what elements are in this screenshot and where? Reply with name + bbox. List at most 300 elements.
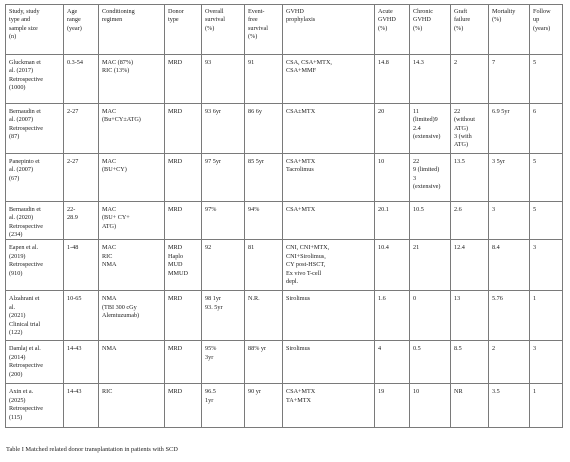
cell-text-line: MRD [168,206,183,213]
cell-text-line: 9 (limited) [413,166,440,174]
cell-follow-up [530,202,563,240]
cell-text-line: TA+MTX [286,396,311,404]
cell-text-line: (200) [9,370,23,378]
cell-text-line: Sirolimus [286,295,311,303]
table-row [6,104,563,154]
cell-text-line: RIC (13%) [102,67,130,75]
cell-age-range [64,291,99,341]
header-text-line: GVHD [413,16,431,24]
cell-text-line: 22 [454,108,461,115]
cell-text-line: 2.4 [413,124,421,132]
header-text-line: failure [454,16,471,24]
cell-text-line: Tacrolimus [286,166,314,174]
cell-text-line: 86 6y [248,108,262,115]
cell-text-line: CSA±MTX [286,108,316,115]
cell-text-line: (115) [9,413,23,421]
header-text-line: Conditioning [102,8,135,15]
cell-text-line: 0 [413,295,417,303]
header-chronic-gvhd [410,5,451,55]
cell-text-line: 85 5yr [248,158,264,165]
cell-age-range [64,55,99,104]
header-text-line: sample size [9,24,38,32]
cell-acute-gvhd [375,202,410,240]
cell-mortality [489,104,530,154]
cell-overall-survival [202,202,245,240]
header-text-line: (years) [533,24,551,32]
header-text-line: regimen [102,16,123,24]
cell-text-line: 4 [378,345,382,353]
cell-chronic-gvhd [410,384,451,428]
header-text-line: Overall [205,8,224,15]
cell-text-line: Alzahrani et [9,295,40,303]
cell-text-line: Axin et a. [9,388,34,396]
cell-text-line: MAC [102,158,117,165]
cell-acute-gvhd [375,104,410,154]
cell-text-line: Ex vivo T-cell [286,269,322,277]
header-text-line: (%) [205,24,215,32]
cell-text-line: 10 [378,158,385,165]
cell-age-range [64,341,99,384]
cell-text-line: NR [454,388,463,396]
cell-conditioning-regimen [99,104,165,154]
cell-text-line: Sirolimus [286,345,311,353]
cell-donor-type [165,154,202,202]
cell-text-line: 10 [413,388,420,396]
cell-study [6,341,64,384]
cell-gvhd-prophylaxis [283,341,375,384]
cell-follow-up [530,104,563,154]
cell-text-line: 21 [413,244,420,252]
cell-text-line: MRD [168,108,183,115]
table-body [6,55,563,428]
cell-text-line: 92 [205,244,212,252]
cell-overall-survival [202,240,245,291]
cell-event-free-survival [245,384,283,428]
cell-donor-type [165,202,202,240]
cell-text-line: 2.6 [454,206,462,213]
cell-text-line: al. (2020) [9,214,34,222]
header-text-line: (%) [492,16,502,24]
cell-study [6,291,64,341]
cell-text-line: al. [9,303,16,311]
cell-text-line: al. (2007) [9,116,34,124]
cell-gvhd-prophylaxis [283,291,375,341]
cell-text-line: 1 [533,295,537,303]
cell-age-range [64,154,99,202]
cell-text-line: al. (2007) [9,166,34,174]
cell-text-line: 3 [533,345,537,353]
cell-text-line: (limited)9 [413,116,438,124]
cell-text-line: Retrospective [9,261,44,269]
cell-donor-type [165,341,202,384]
cell-conditioning-regimen [99,202,165,240]
cell-overall-survival [202,291,245,341]
cell-text-line: NMA [102,345,117,353]
cell-text-line: 95% [205,345,217,353]
cell-text-line: MAC [102,244,117,252]
header-overall-survival [202,5,245,55]
table-row [6,384,563,428]
table-row [6,240,563,291]
cell-mortality [489,202,530,240]
cell-study [6,154,64,202]
cell-text-line: depl. [286,277,299,285]
cell-text-line: Retrospective [9,362,44,370]
cell-text-line: 97 5yr [205,158,221,165]
header-text-line: (%) [413,24,423,32]
cell-graft-failure [451,341,489,384]
cell-chronic-gvhd [410,154,451,202]
cell-text-line: Retrospective [9,222,44,230]
cell-text-line: 1 [533,388,537,396]
cell-text-line: N.R. [248,295,260,303]
cell-study [6,55,64,104]
cell-text-line: Panepinto et [9,158,40,165]
cell-chronic-gvhd [410,291,451,341]
cell-text-line: 14.3 [413,59,424,66]
cell-text-line: MRD [168,388,183,396]
cell-gvhd-prophylaxis [283,55,375,104]
cell-mortality [489,384,530,428]
table-row [6,202,563,240]
cell-text-line: Bernaudin et [9,108,41,115]
cell-study [6,202,64,240]
header-conditioning-regimen [99,5,165,55]
cell-text-line: Eapen et al. [9,244,39,252]
header-text-line: Chronic [413,8,433,15]
cell-event-free-survival [245,55,283,104]
cell-conditioning-regimen [99,384,165,428]
cell-text-line: (BU+ CY+ [102,214,130,222]
cell-text-line: 7 [492,59,496,66]
cell-text-line: 1.6 [378,295,386,303]
cell-text-line: (BU+CY) [102,166,127,174]
cell-text-line: 1yr [205,396,214,404]
cell-text-line: (1000) [9,84,26,92]
cell-graft-failure [451,240,489,291]
cell-text-line: CSA+MMF [286,67,316,75]
cell-text-line: MUD [168,261,183,269]
cell-text-line: CNI+Sirolimus, [286,252,326,260]
cell-donor-type [165,384,202,428]
cell-text-line: (2014) [9,353,26,361]
cell-text-line: MAC [102,108,117,115]
cell-follow-up [530,384,563,428]
cell-text-line: 94% [248,206,260,213]
cell-text-line: (122) [9,328,23,336]
cell-text-line: Damlaj et al. [9,345,41,353]
cell-text-line: 91 [248,59,255,66]
cell-gvhd-prophylaxis [283,104,375,154]
header-text-line: survival [205,16,225,24]
cell-text-line: 22- [67,206,76,213]
table-caption: Table I Matched related donor transplantation in patients with SCD [6,446,178,453]
cell-text-line: 13.5 [454,158,465,165]
cell-follow-up [530,240,563,291]
cell-text-line: 3yr [205,353,214,361]
cell-text-line: 2-27 [67,158,79,165]
cell-text-line: (234) [9,231,23,239]
header-gvhd-prophylaxis [283,5,375,55]
cell-text-line: RIC [102,388,113,396]
header-text-line: prophylaxis [286,16,316,24]
cell-text-line: 93 [205,59,212,66]
cell-text-line: (87) [9,133,20,141]
cell-text-line: Retrospective [9,405,44,413]
cell-text-line: ATG) [454,141,469,149]
cell-text-line: Bernaudin et [9,206,41,213]
cell-age-range [64,202,99,240]
cell-text-line: (without [454,116,475,124]
cell-conditioning-regimen [99,154,165,202]
header-text-line: (year) [67,24,82,32]
header-text-line: Graft [454,8,468,15]
cell-text-line: 0.3-54 [67,59,83,66]
header-text-line: (%) [248,33,258,41]
cell-text-line: 20 [378,108,385,115]
cell-overall-survival [202,104,245,154]
header-text-line: Acute [378,8,393,15]
cell-overall-survival [202,384,245,428]
header-text-line: up [533,16,540,24]
cell-text-line: (2021) [9,312,26,320]
cell-text-line: 5.76 [492,295,503,303]
header-text-line: survival [248,24,268,32]
header-text-line: GVHD [378,16,396,24]
cell-age-range [64,240,99,291]
cell-mortality [489,341,530,384]
header-text-line: type [168,16,179,24]
cell-text-line: 12.4 [454,244,465,252]
cell-graft-failure [451,291,489,341]
cell-text-line: 88% yr [248,345,267,353]
cell-text-line: (extensive) [413,183,441,191]
cell-text-line: 14-43 [67,388,82,396]
cell-age-range [64,104,99,154]
cell-gvhd-prophylaxis [283,202,375,240]
cell-acute-gvhd [375,240,410,291]
header-age-range [64,5,99,55]
header-text-line: (%) [454,24,464,32]
cell-donor-type [165,55,202,104]
cell-text-line: Retrospective [9,75,44,83]
cell-graft-failure [451,384,489,428]
cell-text-line: ATG) [454,124,469,132]
cell-text-line: CSA+MTX [286,206,316,213]
cell-text-line: al. (2017) [9,67,34,75]
cell-text-line: 8.4 [492,244,500,252]
cell-text-line: 2 [454,59,458,66]
cell-study [6,240,64,291]
cell-acute-gvhd [375,154,410,202]
cell-text-line: CY post-HSCT, [286,261,326,269]
cell-text-line: 5 [533,59,537,66]
cell-text-line: NMA [102,261,117,269]
cell-text-line: 93. 5yr [205,303,223,311]
cell-text-line: 93 6yr [205,108,221,115]
cell-event-free-survival [245,202,283,240]
cell-text-line: 8.5 [454,345,462,353]
cell-event-free-survival [245,154,283,202]
cell-acute-gvhd [375,291,410,341]
cell-text-line: Clinical trial [9,320,41,328]
cell-conditioning-regimen [99,240,165,291]
cell-gvhd-prophylaxis [283,384,375,428]
cell-text-line: MMUD [168,269,188,277]
header-follow-up [530,5,563,55]
cell-acute-gvhd [375,341,410,384]
cell-text-line: MAC (87%) [102,59,134,66]
cell-text-line: 14-43 [67,345,82,353]
header-text-line: Mortality [492,8,516,15]
cell-text-line: (2019) [9,252,26,260]
header-text-line: Age [67,8,78,15]
header-text-line: Event- [248,8,265,15]
cell-text-line: CSA+MTX [286,158,316,165]
cell-text-line: CSA+MTX [286,388,316,396]
cell-text-line: 3 (with [454,133,472,141]
cell-text-line: 97% [205,206,217,213]
cell-text-line: MRD [168,295,183,303]
cell-follow-up [530,55,563,104]
header-text-line: (n) [9,33,17,41]
cell-text-line: RIC [102,252,113,260]
cell-chronic-gvhd [410,202,451,240]
cell-text-line: 3.5 [492,388,500,396]
cell-text-line: 81 [248,244,255,252]
cell-overall-survival [202,154,245,202]
header-text-line: (%) [378,24,388,32]
cell-text-line: ATG) [102,222,117,230]
cell-text-line: 22 [413,158,420,165]
cell-text-line: Retrospective [9,124,44,132]
cell-donor-type [165,240,202,291]
cell-graft-failure [451,154,489,202]
cell-text-line: 11 [413,108,419,115]
cell-event-free-survival [245,291,283,341]
cell-overall-survival [202,341,245,384]
cell-follow-up [530,341,563,384]
cell-text-line: 19 [378,388,385,396]
header-text-line: GVHD [286,8,304,15]
cell-mortality [489,291,530,341]
table-header-row [6,5,563,55]
table-row [6,291,563,341]
cell-text-line: (TBI 300 cGy [102,303,137,311]
cell-text-line: 0.5 [413,345,421,353]
cell-text-line: 5 [533,158,537,165]
cell-graft-failure [451,202,489,240]
cell-text-line: 6 [533,108,537,115]
cell-text-line: MRD [168,158,183,165]
header-text-line: Donor [168,8,184,15]
cell-follow-up [530,154,563,202]
cell-text-line: CNI, CNI+MTX, [286,244,330,252]
cell-text-line: (Bu+CY±ATG) [102,116,141,124]
cell-graft-failure [451,104,489,154]
cell-text-line: (extensive) [413,133,441,141]
cell-chronic-gvhd [410,104,451,154]
cell-mortality [489,240,530,291]
cell-conditioning-regimen [99,291,165,341]
cell-chronic-gvhd [410,55,451,104]
header-study [6,5,64,55]
cell-text-line: Haplo [168,252,184,260]
cell-acute-gvhd [375,384,410,428]
header-text-line: Study, study [9,8,40,15]
cell-text-line: 20.1 [378,206,389,213]
header-text-line: Follow [533,8,551,15]
cell-event-free-survival [245,240,283,291]
cell-chronic-gvhd [410,240,451,291]
cell-text-line: CSA, CSA+MTX, [286,59,332,66]
cell-text-line: (910) [9,269,23,277]
cell-study [6,104,64,154]
cell-text-line: 90 yr [248,388,261,396]
cell-text-line: 3 [533,244,537,252]
cell-event-free-survival [245,104,283,154]
cell-follow-up [530,291,563,341]
cell-text-line: 10.5 [413,206,424,213]
cell-text-line: 6.9 5yr [492,108,510,115]
cell-gvhd-prophylaxis [283,154,375,202]
cell-text-line: 5 [533,206,537,213]
cell-donor-type [165,104,202,154]
cell-text-line: 1-48 [67,244,79,252]
cell-text-line: 28.9 [67,214,78,222]
cell-text-line: 3 [413,174,417,182]
table-row [6,55,563,104]
header-donor-type [165,5,202,55]
cell-text-line: (2025) [9,396,26,404]
cell-text-line: 98 1yr [205,295,221,303]
cell-text-line: NMA [102,295,117,303]
cell-gvhd-prophylaxis [283,240,375,291]
cell-text-line: 2-27 [67,108,79,115]
header-graft-failure [451,5,489,55]
cell-text-line: 2 [492,345,496,353]
table-row [6,154,563,202]
cell-text-line: MAC [102,206,117,213]
cell-text-line: 10.4 [378,244,389,252]
cell-mortality [489,154,530,202]
cell-text-line: Gluckman et [9,59,41,66]
cell-acute-gvhd [375,55,410,104]
cell-study [6,384,64,428]
transplant-table [5,4,563,428]
cell-text-line: MRD [168,244,183,252]
cell-donor-type [165,291,202,341]
cell-graft-failure [451,55,489,104]
header-acute-gvhd [375,5,410,55]
cell-age-range [64,384,99,428]
header-text-line: type and [9,16,31,24]
cell-overall-survival [202,55,245,104]
cell-text-line: 14.8 [378,59,389,66]
cell-text-line: MRD [168,345,183,353]
cell-text-line: 10-65 [67,295,82,303]
cell-text-line: 96.5 [205,388,216,396]
header-mortality [489,5,530,55]
cell-text-line: (67) [9,174,20,182]
cell-event-free-survival [245,341,283,384]
cell-text-line: 3 5yr [492,158,505,165]
cell-conditioning-regimen [99,55,165,104]
table-row [6,341,563,384]
cell-text-line: Alemtuzumab) [102,312,140,320]
header-event-free-survival [245,5,283,55]
header-text-line: range [67,16,81,24]
